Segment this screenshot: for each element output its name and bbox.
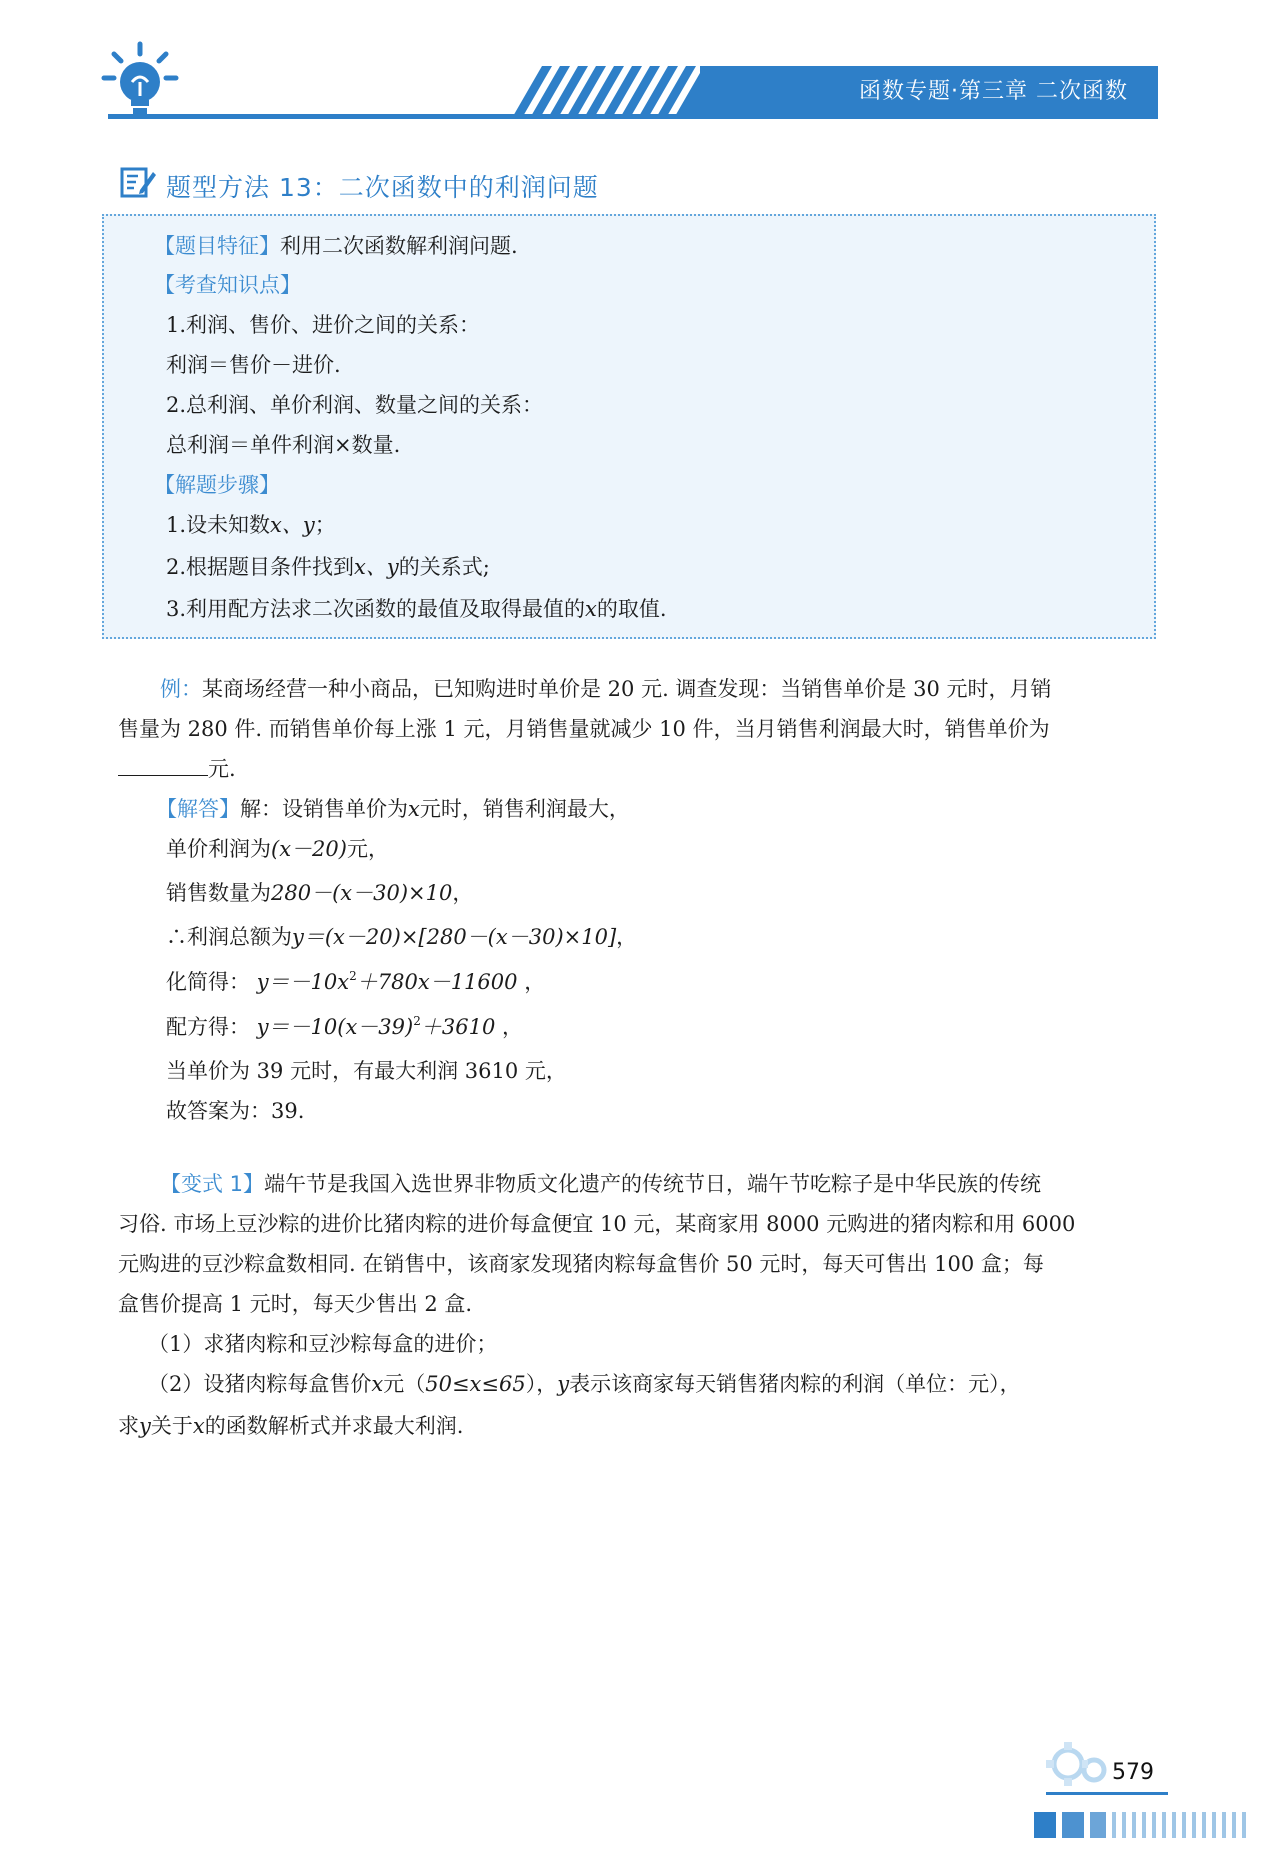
var-y: y xyxy=(139,1414,151,1438)
variant-question-2-cont xyxy=(118,1410,463,1440)
math-expr: y＝－10x xyxy=(256,970,350,994)
answer-text: ∴利润总额为 xyxy=(166,925,292,949)
answer-text: ， xyxy=(502,1015,524,1039)
answer-text: 配方得： xyxy=(166,1015,250,1039)
step-1-vars: x、y xyxy=(270,513,315,537)
answer-text: ， xyxy=(616,925,638,949)
knowledge-2: 2.总利润、单价利润、数量之间的关系： xyxy=(166,393,544,417)
q2-text: 关于 xyxy=(150,1414,193,1438)
var-x: x xyxy=(408,797,420,821)
answer-text: ， xyxy=(452,881,474,905)
answer-line-3 xyxy=(166,877,473,907)
step-3 xyxy=(166,593,667,623)
edit-pencil-icon xyxy=(120,166,156,198)
variant-line-2: 习俗. 市场上豆沙粽的进价比猪肉粽的进价每盒便宜 10 元，某商家用 8000 元购进的猪肉粽和用 6000 xyxy=(118,1212,1076,1236)
math-expr: y＝(x－20)×[280－(x－30)×10] xyxy=(292,925,617,949)
example-line-3 xyxy=(118,753,236,783)
math-expr: ＋3610 xyxy=(420,1015,496,1039)
answer-line-2 xyxy=(166,833,389,863)
answer-text: 元时，销售利润最大， xyxy=(419,797,630,821)
footer-bars xyxy=(1028,1808,1264,1838)
lightbulb-icon xyxy=(100,40,180,124)
variant-line-1 xyxy=(160,1168,1041,1198)
example-line-2: 售量为 280 件. 而销售单价每上涨 1 元，月销售量就减少 10 件，当月销售利润最大时，销售单价为 xyxy=(118,717,1050,741)
q2-text: 表示该商家每天销售猪肉粽的利润（单位：元）， xyxy=(569,1372,1021,1396)
example-tag: 例： xyxy=(160,677,202,701)
step-2-text: 2.根据题目条件找到 xyxy=(166,555,355,579)
answer-line-6 xyxy=(166,1011,523,1041)
math-expr: 280－(x－30)×10 xyxy=(271,881,453,905)
step-1-end: ； xyxy=(314,513,336,537)
exponent: 2 xyxy=(349,969,357,983)
step-2-end: 的关系式; xyxy=(398,555,490,579)
example-text-3: 元. xyxy=(208,757,236,781)
var-x: x xyxy=(371,1372,384,1396)
q2-text: 求 xyxy=(118,1414,139,1438)
variant-text-1: 端午节是我国入选世界非物质文化遗产的传统节日，端午节吃粽子是中华民族的传统 xyxy=(264,1172,1042,1196)
knowledge-1-formula: 利润＝售价－进价. xyxy=(166,353,341,377)
answer-line-5 xyxy=(166,966,545,996)
answer-text: ， xyxy=(524,970,546,994)
answer-text: 化简得： xyxy=(166,970,250,994)
q2-text: ）， xyxy=(525,1372,558,1396)
math-expr: y＝－10(x－39) xyxy=(256,1015,414,1039)
q2-text: 元（ xyxy=(383,1372,426,1396)
variant-line-4: 盒售价提高 1 元时，每天少售出 2 盒. xyxy=(118,1292,473,1316)
answer-blank xyxy=(118,757,208,776)
step-2-vars: x、y xyxy=(354,555,399,579)
variant-question-1: （1）求猪肉粽和豆沙粽每盒的进价； xyxy=(148,1332,498,1356)
feature-tag: 【题目特征】 xyxy=(154,234,280,258)
knowledge-tag: 【考查知识点】 xyxy=(154,273,301,297)
answer-text: 解：设销售单价为 xyxy=(240,797,408,821)
step-3-var: x xyxy=(585,597,597,621)
variant-question-2 xyxy=(148,1368,1021,1398)
step-3-end: 的取值. xyxy=(596,597,667,621)
q2-text: （2）设猪肉粽每盒售价 xyxy=(148,1372,372,1396)
q2-text: 的函数解析式并求最大利润. xyxy=(204,1414,464,1438)
variant-tag: 【变式 1】 xyxy=(160,1172,265,1196)
answer-line-8: 故答案为：39. xyxy=(166,1099,305,1123)
feature-line xyxy=(154,230,518,260)
header-stripes xyxy=(512,66,702,118)
feature-text: 利用二次函数解利润问题. xyxy=(280,234,518,258)
step-3-text: 3.利用配方法求二次函数的最值及取得最值的 xyxy=(166,597,586,621)
math-expr: (x－20) xyxy=(271,837,347,861)
answer-text: 元， xyxy=(346,837,389,861)
math-expr: ＋780x－11600 xyxy=(356,970,518,994)
page-number: 579 xyxy=(1112,1760,1154,1785)
knowledge-2-formula: 总利润＝单件利润×数量. xyxy=(166,433,401,457)
answer-text: 单价利润为 xyxy=(166,837,271,861)
range-expr: 50≤x≤65 xyxy=(425,1372,526,1396)
info-box xyxy=(102,214,1156,639)
header-title-box xyxy=(700,66,1158,118)
step-1 xyxy=(166,509,336,539)
step-2 xyxy=(166,551,490,581)
variant-line-3: 元购进的豆沙粽盒数相同. 在销售中，该商家发现猪肉粽每盒售价 50 元时，每天可售出 100 盒；每 xyxy=(118,1252,1044,1276)
answer-line-1 xyxy=(156,793,630,823)
exponent: 2 xyxy=(413,1014,421,1028)
steps-tag: 【解题步骤】 xyxy=(154,473,280,497)
section-title: 题型方法 13：二次函数中的利润问题 xyxy=(166,173,599,202)
var-x: x xyxy=(192,1414,205,1438)
answer-tag: 【解答】 xyxy=(156,797,240,821)
footer-rule xyxy=(1046,1792,1168,1795)
step-1-text: 1.设未知数 xyxy=(166,513,271,537)
example-text-1: 某商场经营一种小商品，已知购进时单价是 20 元. 调查发现：当销售单价是 30 元时，月销 xyxy=(202,677,1052,701)
header-title: 函数专题·第三章 二次函数 xyxy=(859,79,1128,104)
var-y: y xyxy=(557,1372,570,1396)
example-line-1 xyxy=(160,673,1052,703)
knowledge-1: 1.利润、售价、进价之间的关系： xyxy=(166,313,481,337)
answer-line-4 xyxy=(166,921,637,951)
gear-icon xyxy=(1044,1738,1118,1796)
answer-text: 销售数量为 xyxy=(166,881,271,905)
answer-line-7: 当单价为 39 元时，有最大利润 3610 元， xyxy=(166,1059,567,1083)
